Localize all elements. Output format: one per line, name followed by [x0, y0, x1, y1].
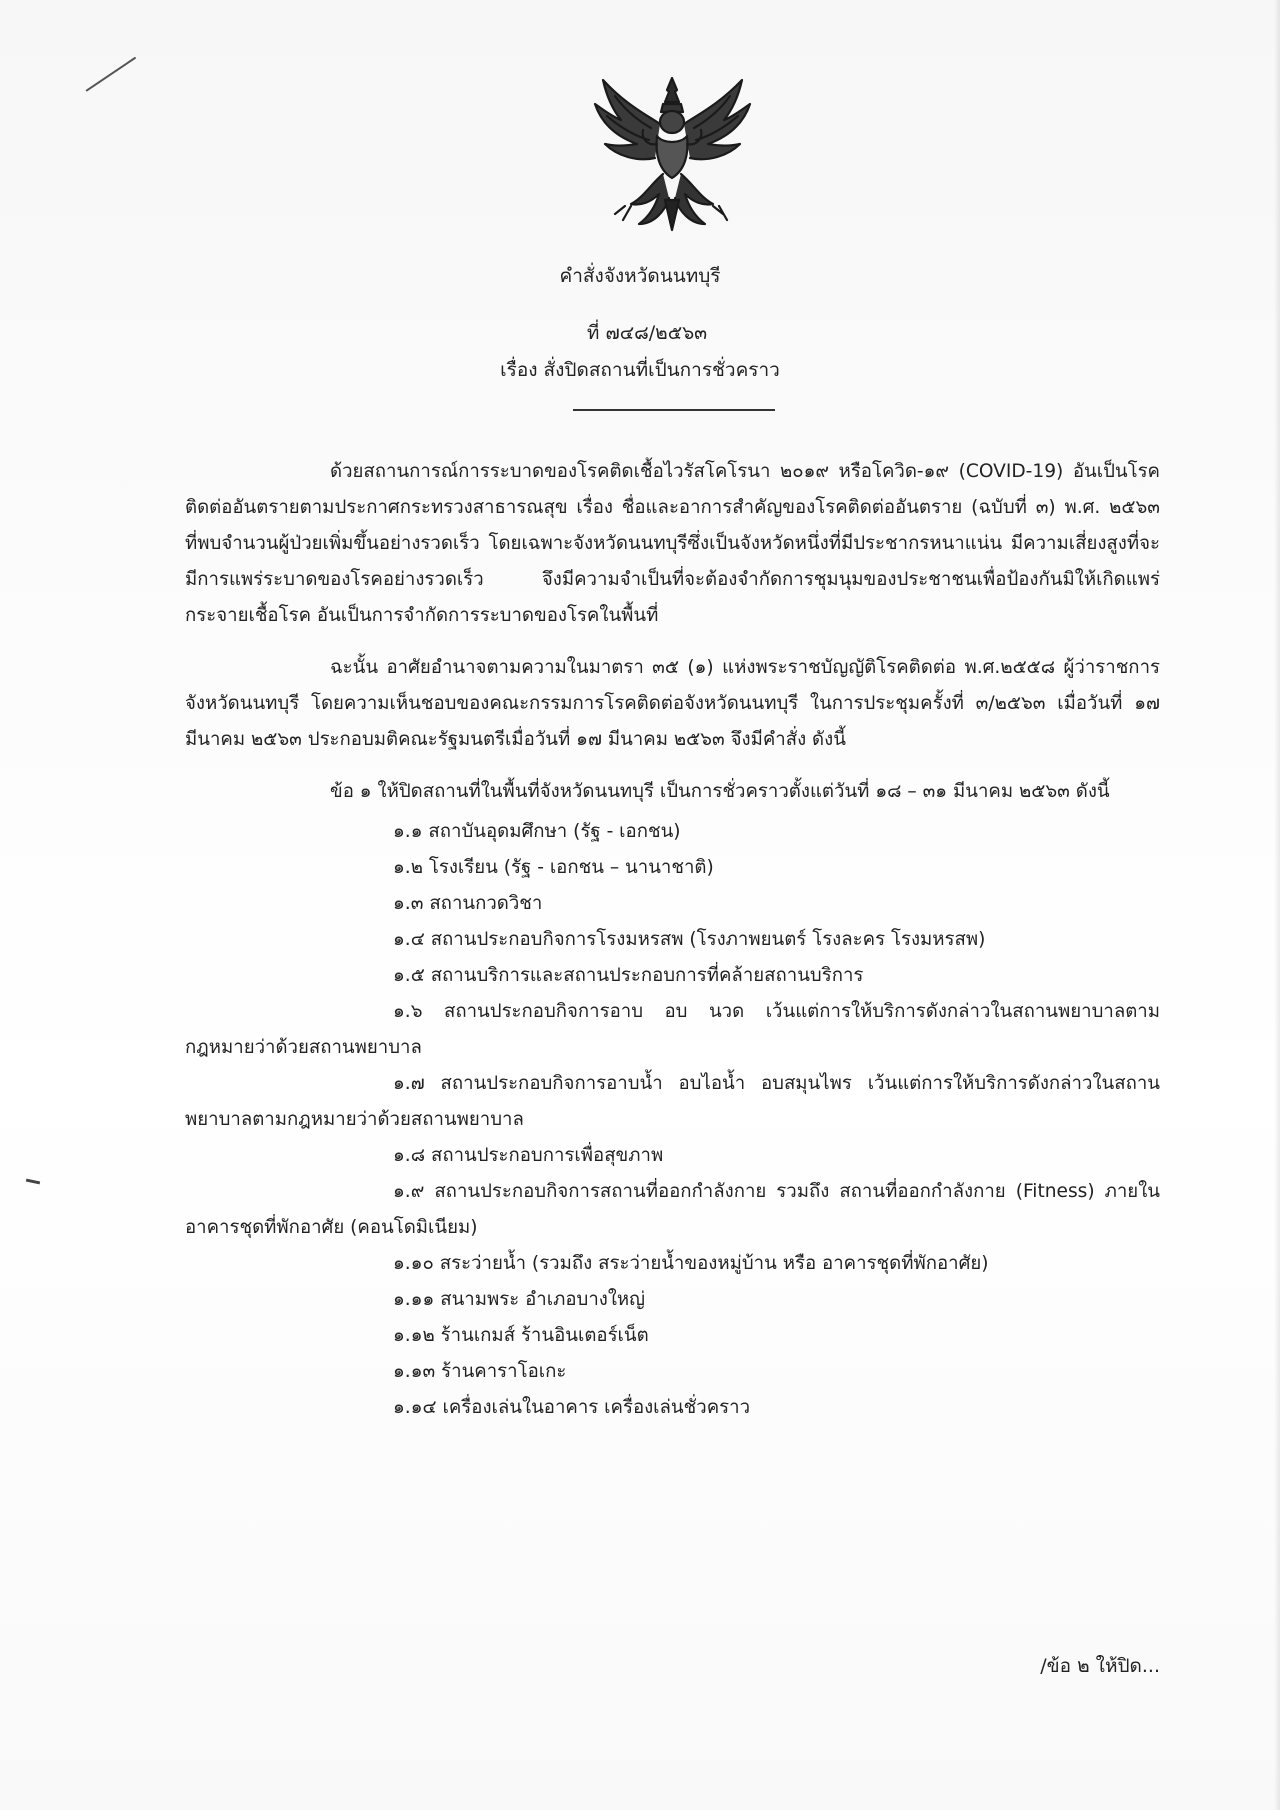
list-item: ๑.๙ สถานประกอบกิจการสถานที่ออกกำลังกาย รวมถึง สถานที่ออกกำลังกาย (Fitness) ภายในอาคารชุดที่พักอาศัย (คอนโดมิเนียม) — [185, 1181, 1160, 1238]
list-item: ๑.๘ สถานประกอบการเพื่อสุขภาพ — [393, 1145, 664, 1166]
paragraph-situation: ด้วยสถานการณ์การระบาดของโรคติดเชื้อไวรัสโคโรนา ๒๐๑๙ หรือโควิด-๑๙ (COVID-19) อันเป็นโรคติดต่ออันตรายตามประกาศกระทรวงสาธารณสุข เรื่อง ชื่อและอาการสำคัญของโรคติดต่ออันตราย (ฉบับที่ ๓) พ.ศ. ๒๕๖๓ ที่พบจำนวนผู้ป่วยเพิ่มขึ้นอย่างรวดเร็ว โดยเฉพาะจังหวัดนนทบุรีซึ่งเป็นจังหวัดหนึ่งที่มีประชากรหนาแน่น มีความเสี่ยงสูงที่จะมีการแพร่ระบาดของโรคอย่างรวดเร็ว จึงมีความจำเป็นที่จะต้องจำกัดการชุมนุมของประชาชนเพื่อป้องกันมิให้เกิดแพร่กระจายเชื้อโรค อันเป็นการจำกัดการระบาดของโรคในพื้นที่ — [185, 461, 1160, 626]
order-subject: เรื่อง สั่งปิดสถานที่เป็นการชั่วคราว — [500, 359, 780, 381]
order-title: คำสั่งจังหวัดนนทบุรี — [559, 265, 721, 287]
list-item: ๑.๑๒ ร้านเกมส์ ร้านอินเตอร์เน็ต — [393, 1325, 649, 1346]
list-item: ๑.๖ สถานประกอบกิจการอาบ อบ นวด เว้นแต่การให้บริการดังกล่าวในสถานพยาบาลตามกฎหมายว่าด้วยสถานพยาบาล — [185, 1001, 1160, 1058]
list-item: ๑.๕ สถานบริการและสถานประกอบการที่คล้ายสถานบริการ — [393, 965, 864, 986]
list-item: ๑.๓ สถานกวดวิชา — [393, 893, 543, 914]
list-item: ๑.๑ สถาบันอุดมศึกษา (รัฐ - เอกชน) — [393, 821, 681, 842]
order-number: ที่ ๗๔๘/๒๕๖๓ — [586, 322, 708, 344]
pen-stroke-mark — [85, 57, 136, 92]
stray-mark — [26, 1179, 40, 1185]
paragraph-authority: ฉะนั้น อาศัยอำนาจตามความในมาตรา ๓๕ (๑) แห่งพระราชบัญญัติโรคติดต่อ พ.ศ.๒๕๕๘ ผู้ว่าราชการจังหวัดนนทบุรี โดยความเห็นชอบของคณะกรรมการโรคติดต่อจังหวัดนนทบุรี ในการประชุมครั้งที่ ๓/๒๕๖๓ เมื่อวันที่ ๑๗ มีนาคม ๒๕๖๓ ประกอบมติคณะรัฐมนตรีเมื่อวันที่ ๑๗ มีนาคม ๒๕๖๓ จึงมีคำสั่ง ดังนี้ — [185, 657, 1160, 750]
list-item: ๑.๑๔ เครื่องเล่นในอาคาร เครื่องเล่นชั่วคราว — [393, 1397, 751, 1418]
list-item: ๑.๑๐ สระว่ายน้ำ (รวมถึง สระว่ายน้ำของหมู่บ้าน หรือ อาคารชุดที่พักอาศัย) — [393, 1253, 989, 1274]
garuda-emblem-icon — [585, 74, 760, 234]
list-item: ๑.๑๑ สนามพระ อำเภอบางใหญ่ — [393, 1289, 646, 1310]
title-divider — [573, 409, 775, 411]
list-item: ๑.๔ สถานประกอบกิจการโรงมหรสพ (โรงภาพยนตร์ โรงละคร โรงมหรสพ) — [393, 929, 986, 950]
list-item: ๑.๗ สถานประกอบกิจการอาบน้ำ อบไอน้ำ อบสมุนไพร เว้นแต่การให้บริการดังกล่าวในสถานพยาบาลตามกฎหมายว่าด้วยสถานพยาบาล — [185, 1073, 1160, 1130]
continuation-note: /ข้อ ๒ ให้ปิด... — [1040, 1655, 1160, 1677]
clause-1: ข้อ ๑ ให้ปิดสถานที่ในพื้นที่จังหวัดนนทบุรี เป็นการชั่วคราวตั้งแต่วันที่ ๑๘ – ๓๑ มีนาคม ๒๕๖๓ ดังนี้ — [330, 781, 1110, 802]
list-item: ๑.๑๓ ร้านคาราโอเกะ — [393, 1361, 567, 1382]
document-body — [185, 454, 1160, 1426]
list-item: ๑.๒ โรงเรียน (รัฐ - เอกชน – นานาชาติ) — [393, 857, 714, 878]
